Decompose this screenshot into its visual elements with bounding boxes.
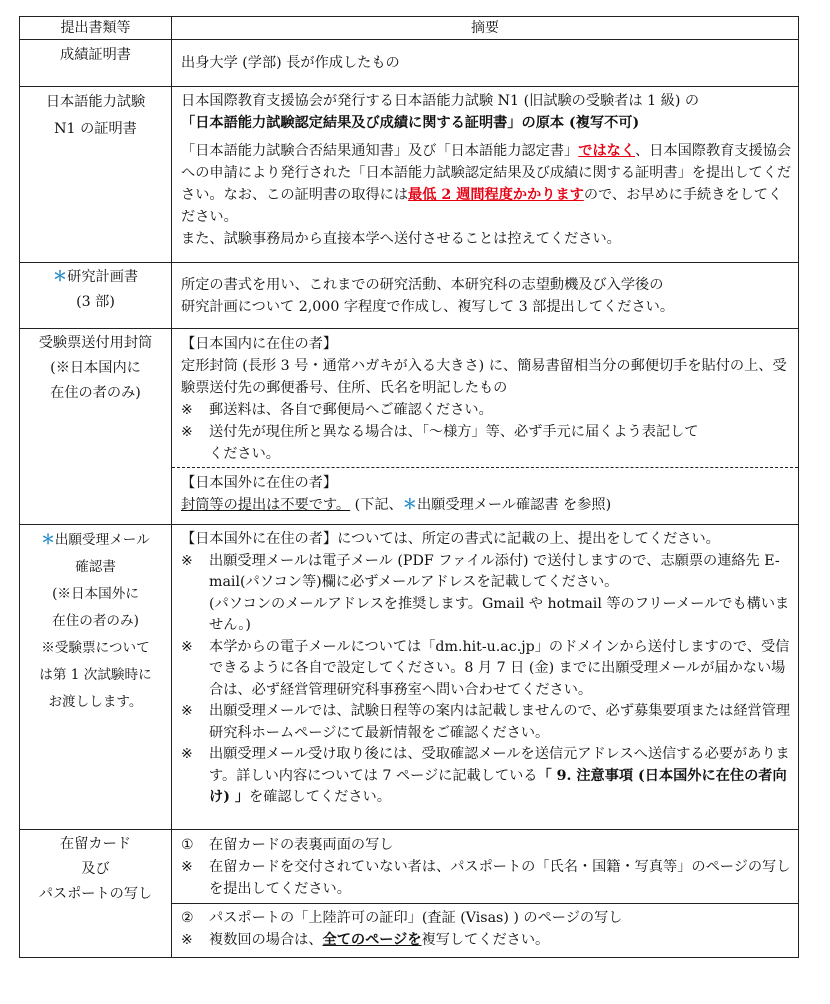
label-research: ＊研究計画書 (3 部) xyxy=(20,263,172,329)
residence-note-1: ※ 在留カードを交付されていない者は、パスポートの「氏名・国籍・写真等」のページの写しを提出してください。 xyxy=(181,859,791,897)
email-item-2: ※ 本学からの電子メールについては「dm.hit-u.ac.jp」のドメインから送付しますので、受信できるように各自で設定してください。8 月 7 日 (金) までに出願受理メールが届かない場合は、必ず経営管理研究科事務室へ問い合わせてください。 xyxy=(181,638,790,698)
label-envelope: 受験票送付用封筒 (※日本国内に 在住の者のみ) xyxy=(20,329,172,525)
residence-item-2: ② パスポートの「上陸許可の証印」(査証 (Visas) ) のページの写し xyxy=(181,910,623,926)
header-col2: 摘要 xyxy=(172,17,799,40)
label-transcript: 成績証明書 xyxy=(20,40,172,87)
envelope-domestic-text: 定形封筒 (長形 3 号・通常ハガキが入る大きさ) に、簡易書留相当分の郵便切手を貼付の上、受験票送付先の郵便番号、住所、氏名を明記したもの xyxy=(181,358,787,396)
row-transcript xyxy=(20,40,799,87)
research-line1: 所定の書式を用い、これまでの研究活動、本研究科の志望動機及び入学後の xyxy=(181,276,664,293)
label-jlpt: 日本語能力試験 N1 の証明書 xyxy=(20,87,172,263)
jlpt-p1: 日本国際教育支援協会が発行する日本語能力試験 N1 (旧試験の受験者は 1 級) の xyxy=(181,93,700,109)
residence-note-2: ※ 複数回の場合は、全てのページを複写してください。 xyxy=(181,932,550,948)
jlpt-two-weeks-emphasis: 最低 2 週間程度かかります xyxy=(408,187,584,203)
envelope-overseas-heading: 【日本国外に在住の者】 xyxy=(181,475,338,491)
row-research xyxy=(20,263,799,329)
row-email xyxy=(20,525,799,830)
envelope-overseas-text: 封筒等の提出は不要です。 (下記、＊出願受理メール確認書 を参照) xyxy=(181,497,612,513)
research-line2: 研究計画について 2,000 字程度で作成し、複写して 3 部提出してください。 xyxy=(181,298,675,315)
header-row xyxy=(20,17,799,40)
jlpt-p1-bold: 「日本語能力試験認定結果及び成績に関する証明書」の原本 (複写不可) xyxy=(181,115,640,131)
label-residence: 在留カード 及び パスポートの写し xyxy=(20,830,172,958)
row-jlpt xyxy=(20,87,799,263)
envelope-domestic-heading: 【日本国内に在住の者】 xyxy=(181,336,338,352)
jlpt-p3: また、試験事務局から直接本学へ送付させることは控えてください。 xyxy=(181,231,621,247)
email-intro: 【日本国外に在住の者】については、所定の書式に記載の上、提出をしてください。 xyxy=(181,531,720,547)
document-table xyxy=(19,16,799,958)
header-col1: 提出書類等 xyxy=(20,17,172,40)
asterisk-icon: ＊ xyxy=(402,497,417,513)
row-residence xyxy=(20,830,799,958)
residence-item-1: ① 在留カードの表裏両面の写し xyxy=(181,837,394,853)
jlpt-p2: 「日本語能力試験合否結果通知書」及び「日本語能力認定書」ではなく、日本国際教育支援協会への申請により発行された「日本語能力試験認定結果及び成績に関する証明書」を提出してください。なお、この証明書の取得には最低 2 週間程度かかりますので、お早めに手続きをしてください。 xyxy=(181,143,792,225)
email-item-4: ※ 出願受理メール受け取り後には、受取確認メールを送信元アドレスへ送信する必要があります。詳しい内容については 7 ページに記載している「 9. 注意事項 (日本国外に在住の者向け) 」を確認してください。 xyxy=(181,746,790,805)
label-email: ＊出願受理メール 確認書 (※日本国外に 在住の者のみ) ※受験票について は第 1 次試験時に お渡しします。 xyxy=(20,525,172,830)
email-item-3: ※ 出願受理メールでは、試験日程等の案内は記載しませんので、必ず募集要項または経営管理研究科ホームページにて最新情報をご確認ください。 xyxy=(181,703,791,741)
email-item-1: ※ 出願受理メールは電子メール (PDF ファイル添付) で送付しますので、志願票の連絡先 E-mail(パソコン等)欄に必ずメールアドレスを記載してください。 (パソコンのメールアドレスを推奨します。Gmail や hotmail 等のフリーメールでも構いません。) xyxy=(181,552,790,633)
envelope-note-1: ※ 郵送料は、各自で郵便局へご確認ください。 xyxy=(181,402,493,418)
envelope-note-2: ※ 送付先が現住所と異なる場合は、「～様方」等、必ず手元に届くよう表記してください。 xyxy=(181,424,699,462)
asterisk-icon: ＊ xyxy=(41,532,55,548)
asterisk-icon: ＊ xyxy=(52,269,68,285)
jlpt-not-emphasis: ではなく xyxy=(578,143,636,159)
row-envelope xyxy=(20,329,799,525)
transcript-text: 出身大学 (学部) 長が作成したもの xyxy=(181,55,400,71)
